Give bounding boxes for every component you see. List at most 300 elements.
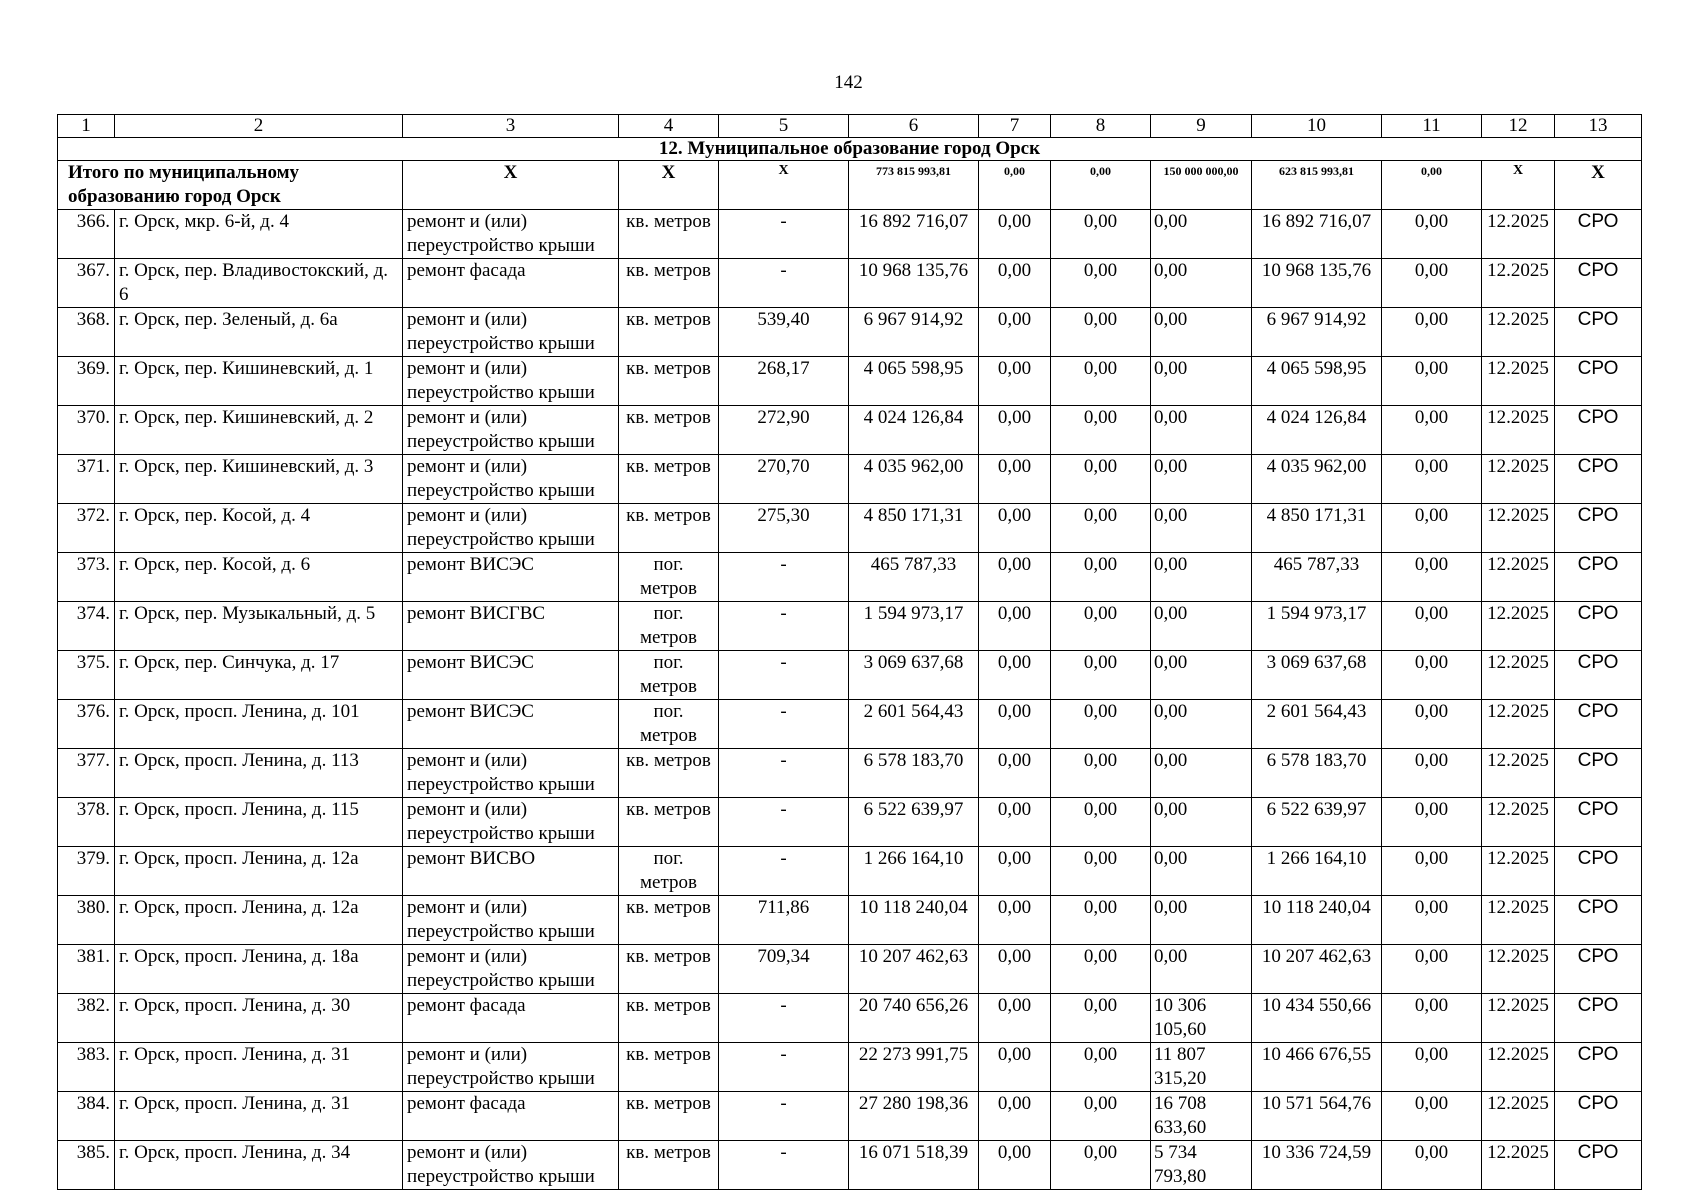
row-number: 378.: [58, 798, 115, 847]
fund-col11-cell: 0,00: [1382, 700, 1482, 749]
deadline-cell: 12.2025: [1482, 210, 1555, 259]
total-cost-cell: 465 787,33: [849, 553, 979, 602]
fund-col8-cell: 0,00: [1051, 896, 1151, 945]
method-cell: СРО: [1555, 553, 1642, 602]
fund-col9-cell: 0,00: [1151, 455, 1252, 504]
fund-col8-cell: 0,00: [1051, 504, 1151, 553]
fund-col10-cell: 6 967 914,92: [1252, 308, 1382, 357]
row-number: 379.: [58, 847, 115, 896]
deadline-cell: 12.2025: [1482, 308, 1555, 357]
fund-col8-cell: 0,00: [1051, 700, 1151, 749]
method-cell: СРО: [1555, 602, 1642, 651]
area-cell: 539,40: [719, 308, 849, 357]
total-cost-cell: 27 280 198,36: [849, 1092, 979, 1141]
fund-col11-cell: 0,00: [1382, 406, 1482, 455]
fund-col8-cell: 0,00: [1051, 602, 1151, 651]
area-cell: 711,86: [719, 896, 849, 945]
method-cell: СРО: [1555, 700, 1642, 749]
method-cell: СРО: [1555, 896, 1642, 945]
row-number: 384.: [58, 1092, 115, 1141]
fund-col8-cell: 0,00: [1051, 455, 1151, 504]
method-cell: СРО: [1555, 259, 1642, 308]
fund-col8-cell: 0,00: [1051, 406, 1151, 455]
col-num: 7: [979, 115, 1051, 138]
deadline-cell: 12.2025: [1482, 1092, 1555, 1141]
fund-col7-cell: 0,00: [979, 357, 1051, 406]
fund-col10-cell: 6 522 639,97: [1252, 798, 1382, 847]
unit-cell: кв. метров: [619, 749, 719, 798]
area-cell: -: [719, 259, 849, 308]
fund-col11-cell: 0,00: [1382, 259, 1482, 308]
col-num: 6: [849, 115, 979, 138]
fund-col10-cell: 10 118 240,04: [1252, 896, 1382, 945]
fund-col11-cell: 0,00: [1382, 847, 1482, 896]
address-cell: г. Орск, просп. Ленина, д. 34: [115, 1141, 403, 1190]
work-type-cell: ремонт ВИСЭС: [403, 651, 619, 700]
work-type-cell: ремонт и (или) переустройство крыши: [403, 798, 619, 847]
table-row: [58, 1141, 1642, 1190]
table-row: [58, 1092, 1642, 1141]
col-num: 8: [1051, 115, 1151, 138]
row-number: 372.: [58, 504, 115, 553]
row-number: 380.: [58, 896, 115, 945]
total-cost-cell: 1 266 164,10: [849, 847, 979, 896]
address-cell: г. Орск, пер. Кишиневский, д. 1: [115, 357, 403, 406]
deadline-cell: 12.2025: [1482, 749, 1555, 798]
fund-col11-cell: 0,00: [1382, 1092, 1482, 1141]
row-number: 367.: [58, 259, 115, 308]
area-cell: 275,30: [719, 504, 849, 553]
work-type-cell: ремонт и (или) переустройство крыши: [403, 455, 619, 504]
col-num: 12: [1482, 115, 1555, 138]
total-cost-cell: 10 118 240,04: [849, 896, 979, 945]
work-type-cell: ремонт и (или) переустройство крыши: [403, 308, 619, 357]
fund-col9-cell: 0,00: [1151, 651, 1252, 700]
fund-col7-cell: 0,00: [979, 749, 1051, 798]
table-row: [58, 700, 1642, 749]
method-cell: СРО: [1555, 1141, 1642, 1190]
table-row: [58, 259, 1642, 308]
total-c11: 0,00: [1382, 161, 1482, 210]
work-type-cell: ремонт и (или) переустройство крыши: [403, 945, 619, 994]
work-type-cell: ремонт и (или) переустройство крыши: [403, 749, 619, 798]
address-cell: г. Орск, просп. Ленина, д. 18а: [115, 945, 403, 994]
fund-col9-cell: 0,00: [1151, 602, 1252, 651]
row-number: 373.: [58, 553, 115, 602]
fund-col9-cell: 16 708 633,60: [1151, 1092, 1252, 1141]
fund-col7-cell: 0,00: [979, 700, 1051, 749]
total-row: [58, 161, 1642, 210]
fund-col7-cell: 0,00: [979, 259, 1051, 308]
fund-col8-cell: 0,00: [1051, 357, 1151, 406]
method-cell: СРО: [1555, 1092, 1642, 1141]
fund-col10-cell: 10 571 564,76: [1252, 1092, 1382, 1141]
address-cell: г. Орск, мкр. 6-й, д. 4: [115, 210, 403, 259]
row-number: 377.: [58, 749, 115, 798]
fund-col11-cell: 0,00: [1382, 896, 1482, 945]
row-number: 382.: [58, 994, 115, 1043]
unit-cell: кв. метров: [619, 994, 719, 1043]
fund-col7-cell: 0,00: [979, 994, 1051, 1043]
work-type-cell: ремонт ВИСЭС: [403, 700, 619, 749]
unit-cell: кв. метров: [619, 504, 719, 553]
fund-col7-cell: 0,00: [979, 1092, 1051, 1141]
unit-cell: кв. метров: [619, 945, 719, 994]
total-c12: X: [1482, 161, 1555, 210]
total-c8: 0,00: [1051, 161, 1151, 210]
fund-col8-cell: 0,00: [1051, 945, 1151, 994]
section-title-row: [58, 138, 1642, 161]
total-cost-cell: 2 601 564,43: [849, 700, 979, 749]
work-type-cell: ремонт и (или) переустройство крыши: [403, 896, 619, 945]
row-number: 374.: [58, 602, 115, 651]
table-row: [58, 945, 1642, 994]
method-cell: СРО: [1555, 1043, 1642, 1092]
fund-col9-cell: 0,00: [1151, 847, 1252, 896]
area-cell: -: [719, 1141, 849, 1190]
col-num: 11: [1382, 115, 1482, 138]
fund-col9-cell: 0,00: [1151, 749, 1252, 798]
area-cell: -: [719, 700, 849, 749]
total-cost-cell: 1 594 973,17: [849, 602, 979, 651]
table-body: [58, 115, 1642, 1190]
work-type-cell: ремонт и (или) переустройство крыши: [403, 1043, 619, 1092]
unit-cell: пог. метров: [619, 651, 719, 700]
address-cell: г. Орск, просп. Ленина, д. 115: [115, 798, 403, 847]
column-number-row: [58, 115, 1642, 138]
address-cell: г. Орск, просп. Ленина, д. 12а: [115, 896, 403, 945]
area-cell: -: [719, 651, 849, 700]
row-number: 369.: [58, 357, 115, 406]
address-cell: г. Орск, пер. Кишиневский, д. 2: [115, 406, 403, 455]
area-cell: -: [719, 602, 849, 651]
fund-col8-cell: 0,00: [1051, 259, 1151, 308]
fund-col11-cell: 0,00: [1382, 749, 1482, 798]
deadline-cell: 12.2025: [1482, 798, 1555, 847]
section-title: 12. Муниципальное образование город Орск: [58, 138, 1642, 161]
total-cost-cell: 16 071 518,39: [849, 1141, 979, 1190]
deadline-cell: 12.2025: [1482, 1141, 1555, 1190]
method-cell: СРО: [1555, 847, 1642, 896]
row-number: 381.: [58, 945, 115, 994]
fund-col10-cell: 16 892 716,07: [1252, 210, 1382, 259]
fund-col8-cell: 0,00: [1051, 1092, 1151, 1141]
fund-col8-cell: 0,00: [1051, 308, 1151, 357]
table-row: [58, 651, 1642, 700]
unit-cell: пог. метров: [619, 602, 719, 651]
deadline-cell: 12.2025: [1482, 700, 1555, 749]
work-type-cell: ремонт ВИСВО: [403, 847, 619, 896]
table-row: [58, 455, 1642, 504]
total-cost-cell: 20 740 656,26: [849, 994, 979, 1043]
method-cell: СРО: [1555, 504, 1642, 553]
repair-program-table: [57, 114, 1642, 1190]
work-type-cell: ремонт ВИСГВС: [403, 602, 619, 651]
fund-col7-cell: 0,00: [979, 651, 1051, 700]
col-num: 2: [115, 115, 403, 138]
deadline-cell: 12.2025: [1482, 651, 1555, 700]
fund-col8-cell: 0,00: [1051, 210, 1151, 259]
total-label: Итого по муниципальному образованию город Орск: [58, 161, 403, 210]
work-type-cell: ремонт ВИСЭС: [403, 553, 619, 602]
fund-col11-cell: 0,00: [1382, 1043, 1482, 1092]
table-row: [58, 1043, 1642, 1092]
fund-col7-cell: 0,00: [979, 210, 1051, 259]
fund-col7-cell: 0,00: [979, 896, 1051, 945]
address-cell: г. Орск, пер. Синчука, д. 17: [115, 651, 403, 700]
row-number: 376.: [58, 700, 115, 749]
area-cell: -: [719, 749, 849, 798]
fund-col11-cell: 0,00: [1382, 308, 1482, 357]
total-c10: 623 815 993,81: [1252, 161, 1382, 210]
fund-col10-cell: 465 787,33: [1252, 553, 1382, 602]
table-row: [58, 308, 1642, 357]
row-number: 366.: [58, 210, 115, 259]
fund-col11-cell: 0,00: [1382, 798, 1482, 847]
col-num: 4: [619, 115, 719, 138]
fund-col9-cell: 0,00: [1151, 308, 1252, 357]
total-cost-cell: 16 892 716,07: [849, 210, 979, 259]
method-cell: СРО: [1555, 798, 1642, 847]
address-cell: г. Орск, просп. Ленина, д. 113: [115, 749, 403, 798]
fund-col9-cell: 0,00: [1151, 504, 1252, 553]
total-c9: 150 000 000,00: [1151, 161, 1252, 210]
table-row: [58, 896, 1642, 945]
table-row: [58, 602, 1642, 651]
row-number: 370.: [58, 406, 115, 455]
row-number: 383.: [58, 1043, 115, 1092]
unit-cell: кв. метров: [619, 259, 719, 308]
col-num: 10: [1252, 115, 1382, 138]
fund-col10-cell: 4 035 962,00: [1252, 455, 1382, 504]
area-cell: -: [719, 553, 849, 602]
area-cell: -: [719, 847, 849, 896]
fund-col11-cell: 0,00: [1382, 455, 1482, 504]
fund-col10-cell: 1 266 164,10: [1252, 847, 1382, 896]
deadline-cell: 12.2025: [1482, 259, 1555, 308]
fund-col10-cell: 2 601 564,43: [1252, 700, 1382, 749]
address-cell: г. Орск, просп. Ленина, д. 31: [115, 1092, 403, 1141]
area-cell: -: [719, 798, 849, 847]
work-type-cell: ремонт и (или) переустройство крыши: [403, 1141, 619, 1190]
address-cell: г. Орск, пер. Владивостокский, д. 6: [115, 259, 403, 308]
fund-col7-cell: 0,00: [979, 455, 1051, 504]
fund-col9-cell: 11 807 315,20: [1151, 1043, 1252, 1092]
unit-cell: кв. метров: [619, 896, 719, 945]
fund-col11-cell: 0,00: [1382, 602, 1482, 651]
unit-cell: пог. метров: [619, 700, 719, 749]
fund-col11-cell: 0,00: [1382, 994, 1482, 1043]
fund-col8-cell: 0,00: [1051, 749, 1151, 798]
fund-col9-cell: 0,00: [1151, 553, 1252, 602]
total-c5: X: [719, 161, 849, 210]
total-cost-cell: 6 578 183,70: [849, 749, 979, 798]
address-cell: г. Орск, пер. Зеленый, д. 6а: [115, 308, 403, 357]
deadline-cell: 12.2025: [1482, 553, 1555, 602]
work-type-cell: ремонт и (или) переустройство крыши: [403, 210, 619, 259]
fund-col9-cell: 0,00: [1151, 896, 1252, 945]
row-number: 371.: [58, 455, 115, 504]
fund-col10-cell: 4 065 598,95: [1252, 357, 1382, 406]
unit-cell: кв. метров: [619, 1141, 719, 1190]
area-cell: -: [719, 210, 849, 259]
deadline-cell: 12.2025: [1482, 945, 1555, 994]
total-c3: X: [403, 161, 619, 210]
method-cell: СРО: [1555, 945, 1642, 994]
address-cell: г. Орск, просп. Ленина, д. 30: [115, 994, 403, 1043]
total-cost-cell: 10 968 135,76: [849, 259, 979, 308]
fund-col9-cell: 10 306 105,60: [1151, 994, 1252, 1043]
table-row: [58, 847, 1642, 896]
fund-col9-cell: 0,00: [1151, 945, 1252, 994]
fund-col7-cell: 0,00: [979, 602, 1051, 651]
address-cell: г. Орск, просп. Ленина, д. 101: [115, 700, 403, 749]
total-cost-cell: 22 273 991,75: [849, 1043, 979, 1092]
work-type-cell: ремонт фасада: [403, 259, 619, 308]
row-number: 385.: [58, 1141, 115, 1190]
deadline-cell: 12.2025: [1482, 357, 1555, 406]
fund-col11-cell: 0,00: [1382, 1141, 1482, 1190]
method-cell: СРО: [1555, 308, 1642, 357]
unit-cell: кв. метров: [619, 406, 719, 455]
area-cell: 272,90: [719, 406, 849, 455]
area-cell: 268,17: [719, 357, 849, 406]
fund-col7-cell: 0,00: [979, 504, 1051, 553]
total-c4: X: [619, 161, 719, 210]
address-cell: г. Орск, пер. Косой, д. 6: [115, 553, 403, 602]
fund-col8-cell: 0,00: [1051, 651, 1151, 700]
address-cell: г. Орск, пер. Кишиневский, д. 3: [115, 455, 403, 504]
fund-col8-cell: 0,00: [1051, 994, 1151, 1043]
deadline-cell: 12.2025: [1482, 455, 1555, 504]
unit-cell: кв. метров: [619, 455, 719, 504]
fund-col7-cell: 0,00: [979, 1141, 1051, 1190]
deadline-cell: 12.2025: [1482, 406, 1555, 455]
fund-col11-cell: 0,00: [1382, 504, 1482, 553]
unit-cell: кв. метров: [619, 210, 719, 259]
col-num: 3: [403, 115, 619, 138]
fund-col7-cell: 0,00: [979, 553, 1051, 602]
row-number: 375.: [58, 651, 115, 700]
fund-col7-cell: 0,00: [979, 945, 1051, 994]
total-cost-cell: 6 522 639,97: [849, 798, 979, 847]
fund-col10-cell: 10 466 676,55: [1252, 1043, 1382, 1092]
fund-col8-cell: 0,00: [1051, 553, 1151, 602]
address-cell: г. Орск, пер. Музыкальный, д. 5: [115, 602, 403, 651]
total-c7: 0,00: [979, 161, 1051, 210]
table-row: [58, 504, 1642, 553]
fund-col7-cell: 0,00: [979, 1043, 1051, 1092]
table-row: [58, 210, 1642, 259]
unit-cell: кв. метров: [619, 798, 719, 847]
method-cell: СРО: [1555, 749, 1642, 798]
unit-cell: кв. метров: [619, 1092, 719, 1141]
table-row: [58, 406, 1642, 455]
fund-col7-cell: 0,00: [979, 847, 1051, 896]
deadline-cell: 12.2025: [1482, 896, 1555, 945]
method-cell: СРО: [1555, 994, 1642, 1043]
total-cost-cell: 3 069 637,68: [849, 651, 979, 700]
col-num: 1: [58, 115, 115, 138]
fund-col7-cell: 0,00: [979, 406, 1051, 455]
total-c6: 773 815 993,81: [849, 161, 979, 210]
address-cell: г. Орск, пер. Косой, д. 4: [115, 504, 403, 553]
unit-cell: кв. метров: [619, 357, 719, 406]
fund-col9-cell: 0,00: [1151, 210, 1252, 259]
work-type-cell: ремонт фасада: [403, 994, 619, 1043]
fund-col11-cell: 0,00: [1382, 357, 1482, 406]
deadline-cell: 12.2025: [1482, 504, 1555, 553]
method-cell: СРО: [1555, 651, 1642, 700]
fund-col9-cell: 0,00: [1151, 700, 1252, 749]
fund-col9-cell: 0,00: [1151, 798, 1252, 847]
unit-cell: пог. метров: [619, 847, 719, 896]
fund-col10-cell: 10 968 135,76: [1252, 259, 1382, 308]
deadline-cell: 12.2025: [1482, 602, 1555, 651]
work-type-cell: ремонт и (или) переустройство крыши: [403, 504, 619, 553]
fund-col10-cell: 4 850 171,31: [1252, 504, 1382, 553]
deadline-cell: 12.2025: [1482, 847, 1555, 896]
table-row: [58, 553, 1642, 602]
table-row: [58, 798, 1642, 847]
deadline-cell: 12.2025: [1482, 1043, 1555, 1092]
total-cost-cell: 4 024 126,84: [849, 406, 979, 455]
address-cell: г. Орск, просп. Ленина, д. 12а: [115, 847, 403, 896]
work-type-cell: ремонт фасада: [403, 1092, 619, 1141]
table-row: [58, 749, 1642, 798]
fund-col8-cell: 0,00: [1051, 798, 1151, 847]
method-cell: СРО: [1555, 455, 1642, 504]
work-type-cell: ремонт и (или) переустройство крыши: [403, 357, 619, 406]
fund-col10-cell: 10 336 724,59: [1252, 1141, 1382, 1190]
total-cost-cell: 4 850 171,31: [849, 504, 979, 553]
unit-cell: кв. метров: [619, 1043, 719, 1092]
area-cell: 270,70: [719, 455, 849, 504]
fund-col8-cell: 0,00: [1051, 1043, 1151, 1092]
page-number: 142: [834, 72, 863, 93]
fund-col9-cell: 0,00: [1151, 259, 1252, 308]
col-num: 5: [719, 115, 849, 138]
area-cell: -: [719, 994, 849, 1043]
table-row: [58, 357, 1642, 406]
method-cell: СРО: [1555, 210, 1642, 259]
total-cost-cell: 6 967 914,92: [849, 308, 979, 357]
method-cell: СРО: [1555, 406, 1642, 455]
fund-col11-cell: 0,00: [1382, 210, 1482, 259]
area-cell: -: [719, 1043, 849, 1092]
row-number: 368.: [58, 308, 115, 357]
area-cell: 709,34: [719, 945, 849, 994]
deadline-cell: 12.2025: [1482, 994, 1555, 1043]
area-cell: -: [719, 1092, 849, 1141]
fund-col11-cell: 0,00: [1382, 553, 1482, 602]
fund-col7-cell: 0,00: [979, 798, 1051, 847]
address-cell: г. Орск, просп. Ленина, д. 31: [115, 1043, 403, 1092]
method-cell: СРО: [1555, 357, 1642, 406]
fund-col9-cell: 0,00: [1151, 357, 1252, 406]
col-num: 13: [1555, 115, 1642, 138]
total-cost-cell: 10 207 462,63: [849, 945, 979, 994]
fund-col8-cell: 0,00: [1051, 847, 1151, 896]
total-c13: X: [1555, 161, 1642, 210]
unit-cell: пог. метров: [619, 553, 719, 602]
fund-col10-cell: 3 069 637,68: [1252, 651, 1382, 700]
fund-col9-cell: 5 734 793,80: [1151, 1141, 1252, 1190]
unit-cell: кв. метров: [619, 308, 719, 357]
fund-col10-cell: 10 207 462,63: [1252, 945, 1382, 994]
fund-col10-cell: 6 578 183,70: [1252, 749, 1382, 798]
fund-col8-cell: 0,00: [1051, 1141, 1151, 1190]
